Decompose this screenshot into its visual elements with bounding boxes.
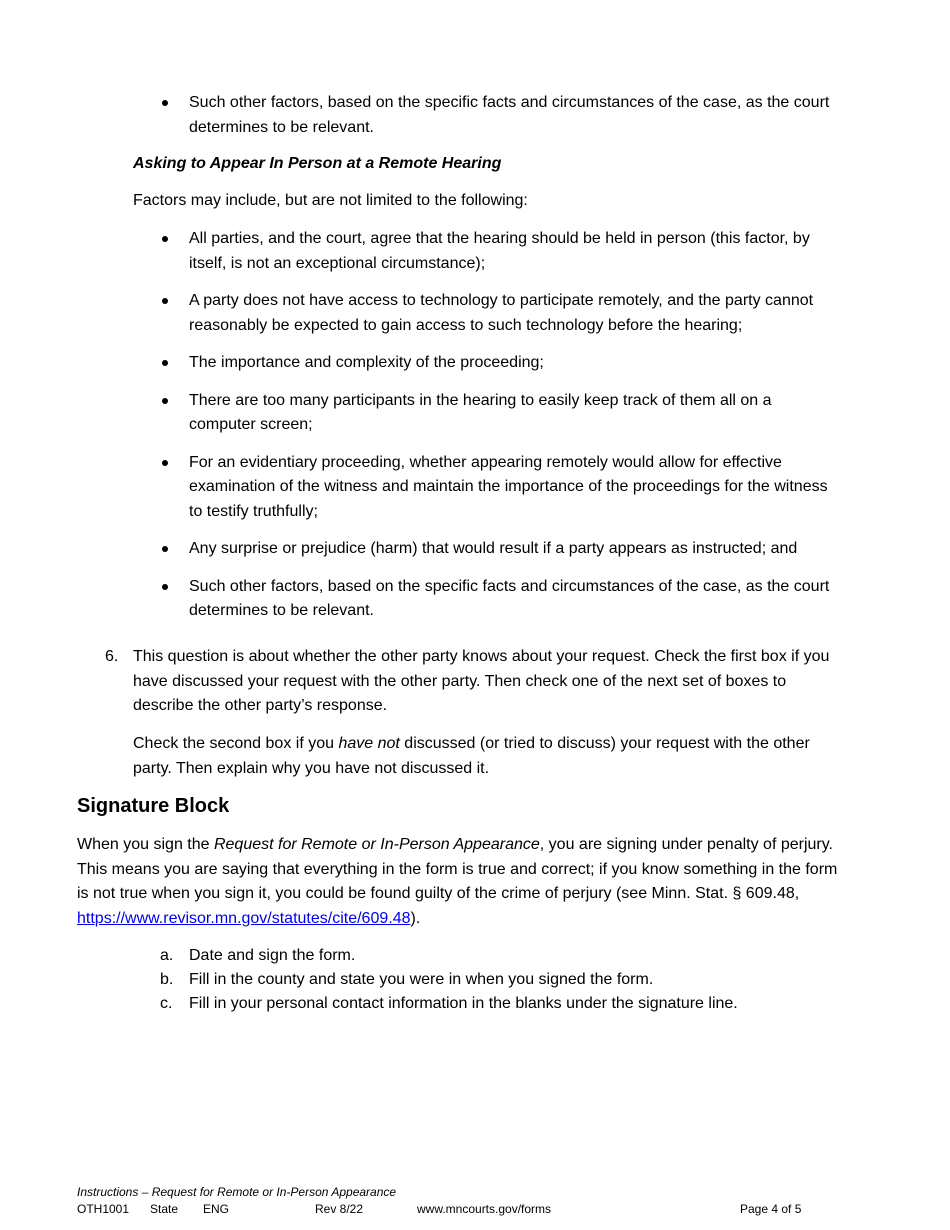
footer-title: Instructions – Request for Remote or In-Person Appearance — [77, 1185, 397, 1199]
statute-link[interactable]: https://www.revisor.mn.gov/statutes/cite/609.48 — [77, 909, 411, 927]
step-marker: a. — [160, 947, 174, 964]
list-item — [160, 992, 860, 1016]
list-item — [160, 91, 840, 140]
bullet-icon — [162, 298, 168, 304]
item-6-number: 6. — [105, 648, 119, 665]
revision: Rev 8/22 — [315, 1202, 364, 1216]
page-footer — [77, 1184, 837, 1218]
bullet-text: Such other factors, based on the specific facts and circumstances of the case, as the court determines to be relevant. — [189, 94, 830, 136]
footer-url: www.mncourts.gov/forms — [417, 1202, 552, 1216]
signature-paragraph — [77, 833, 842, 931]
factor-text: All parties, and the court, agree that the hearing should be held in person (this factor, by itself, is not an exceptional circumstance); — [189, 230, 810, 272]
list-item — [160, 351, 840, 376]
page-number: Page 4 of 5 — [740, 1202, 802, 1216]
factors-list — [160, 227, 840, 637]
factor-text: There are too many participants in the hearing to easily keep track of them all on a computer screen; — [189, 391, 772, 433]
factors-intro: Factors may include, but are not limited to the following: — [133, 192, 528, 209]
factor-text: For an evidentiary proceeding, whether appearing remotely would allow for effective examination of the witness and maintain the importance of the proceedings for the witness to testify truthfully; — [189, 453, 828, 520]
signature-steps — [160, 944, 860, 1016]
list-item — [160, 451, 840, 525]
jurisdiction: State — [150, 1202, 179, 1216]
text-run: When you sign the — [77, 836, 214, 853]
language: ENG — [203, 1202, 230, 1216]
list-item — [160, 389, 840, 438]
form-title-emphasis: Request for Remote or In-Person Appearance — [213, 836, 540, 853]
text-run: Check the second box if you — [133, 735, 339, 752]
step-marker: c. — [160, 995, 173, 1012]
list-item — [160, 944, 860, 968]
text-run: , you are signing under penalty of perjury. This means you are saying that everything in the form is true and correct; if you know something in the form is not true when you sign it, you could be found guilty of the crime of perjury (see Minn. Stat. § 609.48, — [77, 836, 838, 902]
factor-text: A party does not have access to technology to participate remotely, and the party cannot reasonably be expected to gain access to such technology before the hearing; — [189, 292, 814, 334]
list-item — [160, 289, 840, 338]
bullet-icon — [162, 360, 168, 366]
list-item — [160, 227, 840, 276]
bullet-icon — [162, 236, 168, 242]
step-text: Date and sign the form. — [189, 947, 356, 964]
step-text: Fill in your personal contact information in the blanks under the signature line. — [189, 995, 738, 1012]
text-run: ). — [410, 909, 421, 927]
section-heading: Signature Block — [77, 795, 230, 817]
list-item — [160, 968, 860, 992]
form-id: OTH1001 — [77, 1202, 130, 1216]
emphasis-text: have not — [338, 735, 400, 752]
footer-meta — [77, 1201, 837, 1218]
step-marker: b. — [160, 971, 174, 988]
list-item — [160, 575, 840, 624]
subheading: Asking to Appear In Person at a Remote Hearing — [133, 155, 502, 172]
item-6-paragraph-1: This question is about whether the other party knows about your request. Check the first box if you have discussed your request with the other party. Then check one of the next set of boxes to describe the other party’s response. — [133, 648, 830, 714]
factor-text: The importance and complexity of the proceeding; — [189, 354, 544, 371]
factor-text: Any surprise or prejudice (harm) that would result if a party appears as instructed; and — [189, 540, 798, 557]
top-bullet-list — [160, 91, 840, 153]
step-text: Fill in the county and state you were in when you signed the form. — [189, 971, 654, 988]
bullet-icon — [162, 100, 168, 106]
bullet-icon — [162, 584, 168, 590]
list-item — [160, 537, 840, 562]
text-run: discussed (or tried to discuss) your request with the other party. Then explain why you have not discussed it. — [133, 735, 810, 777]
bullet-icon — [162, 546, 168, 552]
item-6-paragraph-2 — [133, 732, 833, 781]
bullet-icon — [162, 398, 168, 404]
factor-text: Such other factors, based on the specific facts and circumstances of the case, as the court determines to be relevant. — [189, 577, 830, 619]
bullet-icon — [162, 460, 168, 466]
